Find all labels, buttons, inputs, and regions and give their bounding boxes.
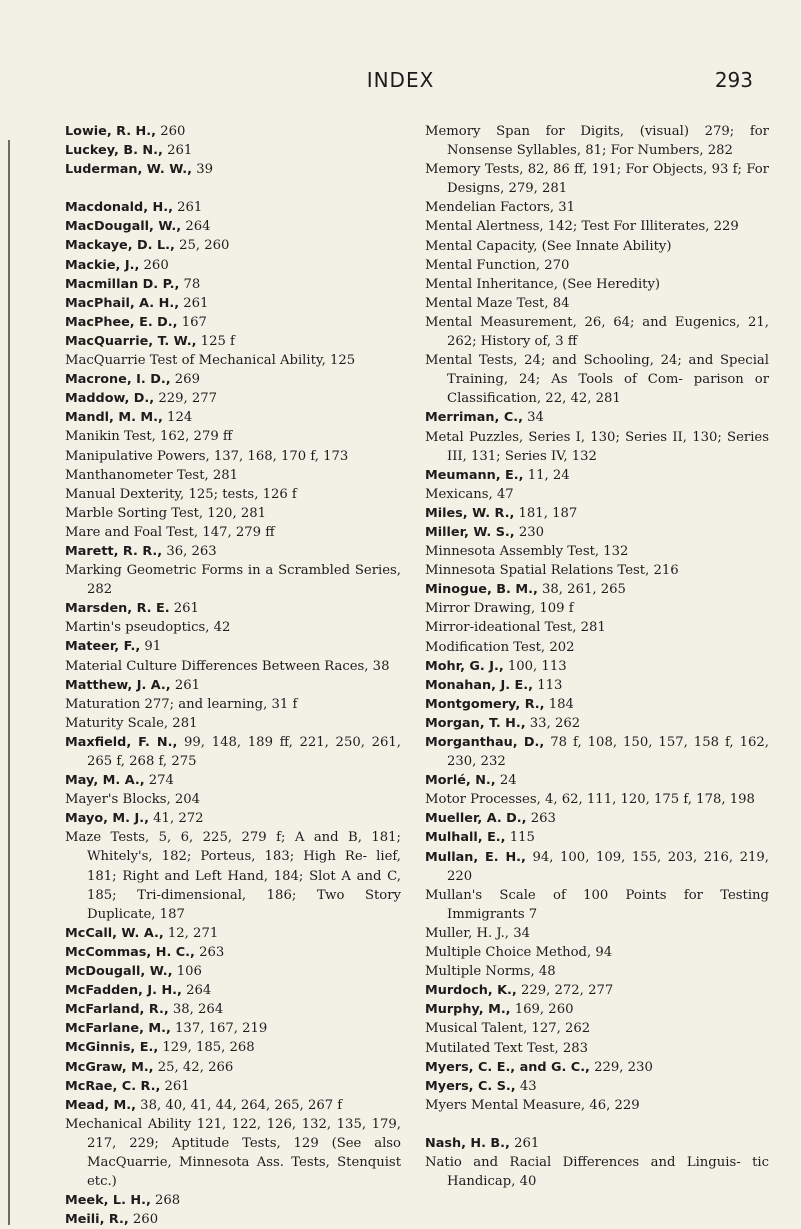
index-entry-author: McGinnis, E., bbox=[65, 1040, 159, 1056]
index-entry-text: 25, 260 bbox=[174, 238, 230, 254]
index-entry bbox=[425, 466, 769, 485]
index-entry bbox=[65, 1210, 401, 1229]
index-entry bbox=[425, 657, 769, 676]
index-entry bbox=[425, 408, 769, 427]
index-entry-author: Miles, W. R., bbox=[425, 505, 515, 521]
index-entry-text: 269 bbox=[170, 372, 200, 388]
index-entry-author: Mulhall, E., bbox=[425, 830, 506, 846]
index-entry-author: Murdoch, K., bbox=[425, 983, 517, 999]
index-entry-text: Maturation 277; and learning, 31 f bbox=[65, 696, 298, 712]
index-entry-author: Marsden, R. E. bbox=[65, 601, 170, 617]
index-entry bbox=[425, 561, 769, 580]
index-entry-author: McFarlane, M., bbox=[65, 1021, 171, 1037]
index-entry-author: Macdonald, H., bbox=[65, 200, 173, 216]
index-entry bbox=[425, 714, 769, 733]
index-entry-text: Mare and Foal Test, 147, 279 ff bbox=[65, 524, 275, 540]
index-entry-author: MacDougall, W., bbox=[65, 219, 182, 235]
index-entry-text: Mayer's Blocks, 204 bbox=[65, 792, 201, 808]
index-entry bbox=[65, 408, 401, 427]
index-entry-text: 36, 263 bbox=[162, 543, 217, 559]
index-entry bbox=[65, 217, 401, 236]
index-entry-text: Multiple Choice Method, 94 bbox=[425, 945, 613, 961]
index-entry-author: Monahan, J. E., bbox=[425, 677, 533, 693]
index-entry bbox=[65, 771, 401, 790]
index-entry-text: 260 bbox=[128, 1212, 159, 1228]
index-entry bbox=[425, 428, 769, 466]
index-entry bbox=[65, 790, 401, 809]
index-entry bbox=[425, 924, 769, 943]
index-entry-author: Maxfield, F. N., bbox=[65, 734, 178, 750]
index-entry-text: 34 bbox=[522, 410, 544, 426]
index-entry-text: Maze Tests, 5, 6, 225, 279 f; A and B, 181; Whitely's, 182; Porteus, 183; High Re- lief, 181; Right and Left Hand, 184; Slot A and C, 185; Tri-dimensional, 186; Two Story Duplicate, 187 bbox=[65, 830, 401, 922]
index-entry bbox=[425, 485, 769, 504]
index-entry bbox=[65, 618, 401, 637]
index-entry-author: May, M. A., bbox=[65, 773, 145, 789]
index-entry-text: 100, 113 bbox=[503, 658, 567, 674]
index-entry-author: Mead, M., bbox=[65, 1097, 136, 1113]
index-entry-author: McGraw, M., bbox=[65, 1059, 154, 1075]
index-entry-text: Mechanical Ability 121, 122, 126, 132, 135, 179, 217, 229; Aptitude Tests, 129 (See also MacQuarrie, Minnesota Ass. Tests, Stenquist etc.) bbox=[65, 1116, 401, 1190]
index-entry-author: Luckey, B. N., bbox=[65, 143, 163, 159]
index-entry bbox=[425, 771, 769, 790]
index-entry-author: Mayo, M. J., bbox=[65, 811, 149, 827]
index-entry-text: Mental Function, 270 bbox=[425, 257, 570, 273]
index-entry bbox=[65, 389, 401, 408]
index-entry-author: Mackaye, D. L., bbox=[65, 238, 175, 254]
index-entry bbox=[425, 580, 769, 599]
index-entry-text: 115 bbox=[505, 830, 535, 846]
index-entry-text: 274 bbox=[144, 773, 174, 789]
index-entry-text: Mental Capacity, (See Innate Ability) bbox=[425, 238, 672, 254]
index-column-left bbox=[65, 122, 401, 1229]
index-entry bbox=[65, 141, 401, 160]
index-entry-author: Mackie, J., bbox=[65, 257, 140, 273]
index-entry bbox=[65, 236, 401, 255]
index-entry-author: Meili, R., bbox=[65, 1212, 129, 1228]
index-entry-text: Mental Inheritance, (See Heredity) bbox=[425, 276, 661, 292]
index-entry-author: McFadden, J. H., bbox=[65, 983, 182, 999]
page-number: 293 bbox=[714, 68, 753, 92]
index-entry-text: 137, 167, 219 bbox=[170, 1021, 268, 1037]
index-entry bbox=[65, 427, 401, 446]
index-entry bbox=[425, 676, 769, 695]
index-entry bbox=[65, 924, 401, 943]
index-entry bbox=[425, 237, 769, 256]
index-entry bbox=[65, 447, 401, 466]
index-entry bbox=[425, 1096, 769, 1115]
index-entry-text: 229, 277 bbox=[154, 391, 218, 407]
index-entry-text: 38, 40, 41, 44, 264, 265, 267 f bbox=[135, 1097, 343, 1113]
index-entry-author: Miller, W. S., bbox=[425, 524, 515, 540]
index-entry-author: Merriman, C., bbox=[425, 410, 523, 426]
index-entry-text: 129, 185, 268 bbox=[158, 1040, 255, 1056]
index-entry-text: 78 f, 108, 150, 157, 158 f, 162, 230, 232 bbox=[447, 735, 769, 770]
index-entry bbox=[425, 217, 769, 236]
index-entry-text: 268 bbox=[150, 1193, 181, 1209]
index-entry bbox=[425, 1134, 769, 1153]
index-entry-author: Macmillan D. P., bbox=[65, 276, 180, 292]
index-entry-text: 94, 100, 109, 155, 203, 216, 219, 220 bbox=[447, 849, 770, 884]
index-entry-text: 230 bbox=[514, 524, 545, 540]
index-entry bbox=[65, 828, 401, 923]
index-entry bbox=[65, 676, 401, 695]
index-entry bbox=[425, 256, 769, 275]
index-entry-text: 181, 187 bbox=[514, 505, 578, 521]
index-entry-author: Luderman, W. W., bbox=[65, 162, 192, 178]
index-entry bbox=[65, 962, 401, 981]
index-entry-text: 260 bbox=[156, 124, 186, 139]
index-entry-text: Manipulative Powers, 137, 168, 170 f, 173 bbox=[65, 448, 349, 464]
index-entry bbox=[425, 1019, 769, 1038]
index-entry bbox=[425, 523, 769, 542]
index-entry-text: Metal Puzzles, Series I, 130; Series II, 130; Series III, 131; Series IV, 132 bbox=[425, 429, 769, 464]
index-entry bbox=[65, 332, 401, 351]
index-entry-text: 263 bbox=[526, 811, 556, 827]
index-entry-text: 125 f bbox=[196, 333, 235, 349]
index-entry-text: 106 bbox=[172, 964, 202, 980]
index-entry-author: Mateer, F., bbox=[65, 639, 141, 655]
index-entry-author: Morganthau, D., bbox=[425, 735, 545, 750]
index-entry-text: Mental Measurement, 26, 64; and Eugenics, 21, 262; History of, 3 ff bbox=[425, 314, 769, 350]
index-entry-text: 99, 148, 189 ff, 221, 250, 261, 265 f, 268 f, 275 bbox=[87, 734, 401, 769]
index-entry bbox=[425, 294, 769, 313]
index-entry bbox=[65, 733, 401, 771]
index-entry bbox=[425, 695, 769, 714]
index-entry bbox=[65, 809, 401, 828]
index-entry bbox=[65, 504, 401, 523]
index-entry-text: Modification Test, 202 bbox=[425, 639, 575, 655]
index-entry bbox=[425, 1153, 769, 1191]
index-entry-author: McFarland, R., bbox=[65, 1002, 169, 1018]
index-entry-text: Multiple Norms, 48 bbox=[425, 964, 556, 980]
index-entry bbox=[65, 695, 401, 714]
index-entry bbox=[65, 561, 401, 599]
index-entry-text: Marking Geometric Forms in a Scrambled Series, 282 bbox=[65, 563, 401, 598]
index-entry bbox=[425, 275, 769, 294]
index-entry-text: 24 bbox=[495, 773, 517, 789]
index-entry bbox=[65, 1191, 401, 1210]
index-entry-text: 39 bbox=[192, 162, 213, 178]
index-entry-text: Minnesota Assembly Test, 132 bbox=[425, 544, 629, 560]
index-entry-text: 264 bbox=[181, 983, 212, 999]
index-entry-author: Maddow, D., bbox=[65, 391, 155, 407]
index-entry bbox=[65, 351, 401, 370]
index-entry-text: Mirror Drawing, 109 f bbox=[425, 601, 574, 617]
index-entry-text: Mexicans, 47 bbox=[425, 486, 514, 502]
index-entry bbox=[65, 370, 401, 389]
index-entry bbox=[425, 809, 769, 828]
index-entry-text: Memory Tests, 82, 86 ff, 191; For Objects, 93 f; For Designs, 279, 281 bbox=[425, 162, 769, 197]
index-entry-text: 264 bbox=[181, 219, 211, 235]
page-edge-rule bbox=[8, 140, 10, 1225]
index-entry bbox=[65, 1096, 401, 1115]
index-entry bbox=[425, 160, 769, 198]
index-entry bbox=[425, 1058, 769, 1077]
index-entry-author: MacQuarrie, T. W., bbox=[65, 333, 197, 349]
index-entry bbox=[65, 1019, 401, 1038]
index-entry-text: 33, 262 bbox=[525, 715, 581, 731]
index-entry-text: 38, 264 bbox=[168, 1002, 224, 1018]
index-entry-text: 25, 42, 266 bbox=[153, 1059, 234, 1075]
index-entry-author: Mohr, G. J., bbox=[425, 658, 504, 674]
index-entry bbox=[425, 504, 769, 523]
index-entry-author: MacPhail, A. H., bbox=[65, 295, 180, 311]
index-entry-text: 261 bbox=[179, 295, 209, 311]
index-entry bbox=[65, 657, 401, 676]
index-entry bbox=[425, 848, 769, 886]
index-entry-text: Mirror-ideational Test, 281 bbox=[425, 620, 606, 636]
index-entry bbox=[425, 1077, 769, 1096]
index-entry-author: MacPhee, E. D., bbox=[65, 314, 178, 330]
index-entry-text: 261 bbox=[169, 601, 199, 617]
index-entry bbox=[425, 313, 769, 351]
index-entry-text: Martin's pseudoptics, 42 bbox=[65, 620, 231, 636]
index-entry-text: 261 bbox=[170, 677, 201, 693]
index-entry-text: Manikin Test, 162, 279 ff bbox=[65, 429, 233, 445]
index-entry-text: Mutilated Text Test, 283 bbox=[425, 1040, 589, 1056]
index-entry bbox=[65, 1058, 401, 1077]
index-entry-text: 261 bbox=[160, 1078, 190, 1094]
index-entry-text: 260 bbox=[139, 257, 169, 273]
index-entry bbox=[425, 733, 769, 771]
index-entry-author: Macrone, I. D., bbox=[65, 372, 171, 388]
index-entry-text: 261 bbox=[509, 1135, 540, 1151]
index-entry-author: McDougall, W., bbox=[65, 964, 173, 980]
index-entry-text: Motor Processes, 4, 62, 111, 120, 175 f, 178, 198 bbox=[425, 792, 755, 808]
index-entry bbox=[425, 122, 769, 160]
index-entry-text: 263 bbox=[194, 944, 225, 960]
index-entry-text: 184 bbox=[544, 696, 574, 712]
index-entry-text: Marble Sorting Test, 120, 281 bbox=[65, 505, 266, 521]
index-entry-author: Myers, C. E., and G. C., bbox=[425, 1059, 590, 1075]
index-entry-text: Natio and Racial Differences and Linguis- tic Handicap, 40 bbox=[425, 1154, 769, 1190]
index-entry-author: Myers, C. S., bbox=[425, 1078, 516, 1094]
index-entry-text: 229, 272, 277 bbox=[516, 983, 614, 999]
index-entry-text: Minnesota Spatial Relations Test, 216 bbox=[425, 563, 679, 579]
index-entry bbox=[65, 485, 401, 504]
index-entry-author: Nash, H. B., bbox=[425, 1135, 510, 1151]
index-entry bbox=[65, 313, 401, 332]
index-entry-text: Musical Talent, 127, 262 bbox=[425, 1021, 591, 1037]
index-entry-text: Material Culture Differences Between Races, 38 bbox=[65, 658, 390, 674]
index-entry-text: Mental Alertness, 142; Test For Illiterates, 229 bbox=[425, 219, 739, 235]
index-entry bbox=[425, 198, 769, 217]
index-entry bbox=[65, 122, 401, 141]
index-column-right bbox=[425, 122, 769, 1191]
index-heading: INDEX bbox=[366, 68, 435, 92]
index-entry bbox=[65, 294, 401, 313]
index-entry bbox=[425, 618, 769, 637]
index-entry-text: 91 bbox=[140, 639, 162, 655]
index-entry bbox=[425, 790, 769, 809]
index-entry-text: 11, 24 bbox=[523, 467, 570, 483]
index-entry-author: Morlé, N., bbox=[425, 773, 496, 789]
index-entry bbox=[65, 466, 401, 485]
index-entry-author: Marett, R. R., bbox=[65, 543, 163, 559]
index-entry-text: 38, 261, 265 bbox=[537, 582, 626, 598]
index-entry-text: 169, 260 bbox=[510, 1002, 574, 1018]
index-entry bbox=[65, 542, 401, 561]
index-entry-text: Mental Maze Test, 84 bbox=[425, 295, 570, 311]
index-entry-text: 12, 271 bbox=[163, 925, 219, 941]
index-entry bbox=[425, 962, 769, 981]
index-entry-text: Maturity Scale, 281 bbox=[65, 715, 198, 731]
index-entry bbox=[65, 1038, 401, 1057]
index-entry-text: 261 bbox=[172, 200, 203, 216]
index-entry-author: Montgomery, R., bbox=[425, 696, 545, 712]
index-entry-text: 113 bbox=[533, 677, 563, 693]
index-entry bbox=[65, 256, 401, 275]
index-entry bbox=[425, 599, 769, 618]
index-entry-text: Manthanometer Test, 281 bbox=[65, 467, 239, 483]
index-entry-author: Meek, L. H., bbox=[65, 1193, 151, 1209]
index-entry bbox=[65, 1115, 401, 1191]
index-entry-author: Mueller, A. D., bbox=[425, 811, 527, 827]
index-entry bbox=[425, 1039, 769, 1058]
index-entry-author: Mandl, M. M., bbox=[65, 410, 163, 426]
index-entry-author: Murphy, M., bbox=[425, 1002, 511, 1018]
index-entry-text: 43 bbox=[515, 1078, 537, 1094]
index-entry bbox=[425, 542, 769, 561]
index-entry-author: Minogue, B. M., bbox=[425, 582, 538, 598]
index-entry bbox=[425, 886, 769, 924]
index-entry bbox=[65, 523, 401, 542]
index-entry bbox=[65, 1077, 401, 1096]
index-entry bbox=[425, 828, 769, 847]
index-entry bbox=[425, 638, 769, 657]
index-entry-text: 167 bbox=[177, 314, 207, 330]
index-entry-text: 78 bbox=[179, 276, 201, 292]
index-entry bbox=[65, 981, 401, 1000]
index-entry-text: 229, 230 bbox=[589, 1059, 653, 1075]
index-entry-text: 261 bbox=[162, 143, 193, 159]
index-entry bbox=[65, 714, 401, 733]
index-entry-author: McCall, W. A., bbox=[65, 925, 164, 941]
index-entry-text: Muller, H. J., 34 bbox=[425, 925, 530, 941]
index-entry-text: 41, 272 bbox=[148, 811, 204, 827]
index-entry bbox=[425, 981, 769, 1000]
index-entry bbox=[65, 599, 401, 618]
index-entry bbox=[425, 351, 769, 408]
index-entry-text: MacQuarrie Test of Mechanical Ability, 125 bbox=[65, 353, 356, 369]
index-entry-text: Manual Dexterity, 125; tests, 126 f bbox=[65, 486, 297, 502]
index-entry bbox=[65, 1000, 401, 1019]
index-entry bbox=[65, 160, 401, 179]
index-entry-text: Mendelian Factors, 31 bbox=[425, 200, 576, 216]
index-entry-text: Memory Span for Digits, (visual) 279; for Nonsense Syllables, 81; For Numbers, 282 bbox=[425, 124, 769, 159]
index-entry-author: McCommas, H. C., bbox=[65, 944, 195, 960]
index-entry-author: Mullan, E. H., bbox=[425, 849, 526, 865]
index-entry-author: Lowie, R. H., bbox=[65, 124, 156, 139]
index-entry-author: Meumann, E., bbox=[425, 467, 524, 483]
index-entry bbox=[65, 275, 401, 294]
index-entry bbox=[65, 198, 401, 217]
index-entry bbox=[425, 943, 769, 962]
index-entry-author: Morgan, T. H., bbox=[425, 715, 526, 731]
page-header bbox=[0, 68, 801, 98]
index-entry-author: Matthew, J. A., bbox=[65, 677, 171, 693]
index-entry bbox=[65, 637, 401, 656]
index-entry-author: McRae, C. R., bbox=[65, 1078, 161, 1094]
index-entry-text: Mental Tests, 24; and Schooling, 24; and Special Training, 24; As Tools of Com- parison or Classification, 22, 42, 281 bbox=[425, 353, 769, 407]
index-entry bbox=[65, 943, 401, 962]
index-entry-text: Mullan's Scale of 100 Points for Testing Immigrants 7 bbox=[425, 887, 769, 922]
index-entry bbox=[425, 1000, 769, 1019]
index-entry-text: 124 bbox=[162, 410, 193, 426]
index-entry-text: Myers Mental Measure, 46, 229 bbox=[425, 1097, 640, 1113]
